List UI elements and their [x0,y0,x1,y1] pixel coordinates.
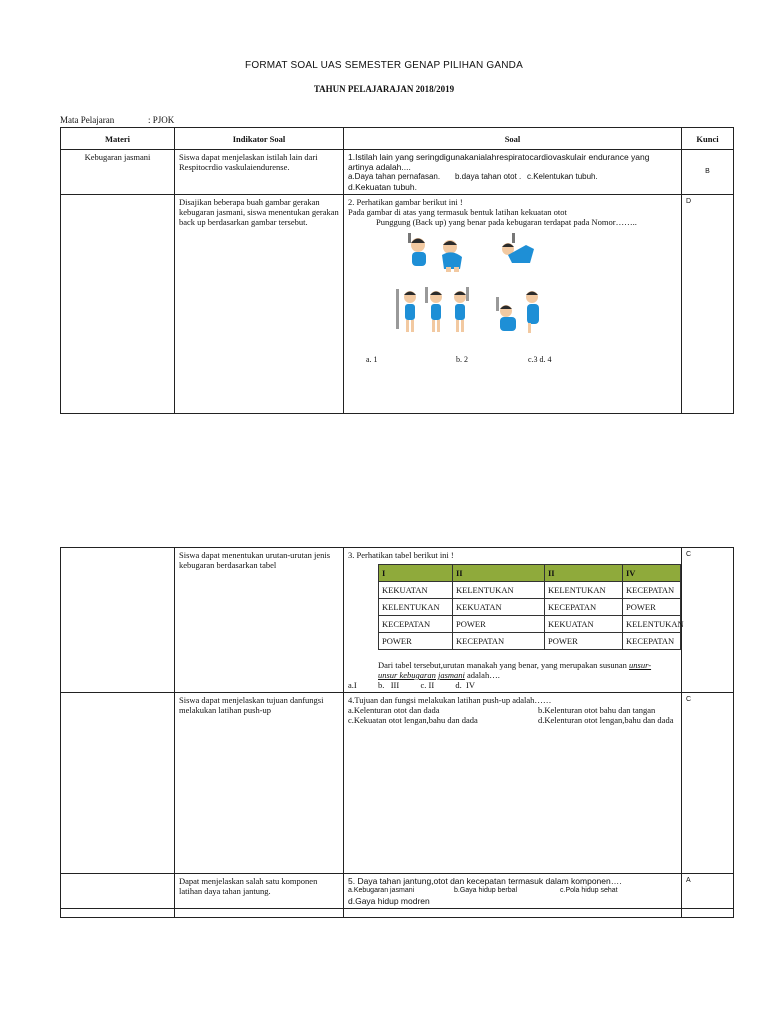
col-header: IV [623,565,681,582]
question-5-text: 5. Daya tahan jantung,otot dan kecepatan termasuk dalam komponen…. [348,876,622,886]
document-title: FORMAT SOAL UAS SEMESTER GENAP PILIHAN GANDA [245,60,523,71]
indikator-cell: Dapat menjelaskan salah satu komponen latihan daya tahan jantung. [175,874,344,909]
kunci-cell: C [682,693,734,874]
table-cell: KELENTUKAN [545,582,623,599]
exercise-figure-7 [496,297,516,331]
kunci-cell: D [682,195,734,414]
question-3-prompt-end: adalah…. [467,670,500,680]
table-row [379,582,681,599]
indikator-cell: Disajikan beberapa buah gambar gerakan kebugaran jasmani, siswa menentukan gerakan back up berdasarkan gambar tersebut. [175,195,344,414]
question-3-text: 3. Perhatikan tabel berikut ini ! [348,550,454,560]
table-cell: KECEPATAN [623,582,681,599]
option-a: a. 1 [366,355,378,364]
question-3-prompt-text: Dari tabel tersebut,urutan manakah yang benar, yang merupakan susunan [378,660,627,670]
question-2-text: 2. Perhatikan gambar berikut ini ! [348,197,463,207]
header-materi: Materi [61,128,175,150]
option-d: d.Gaya hidup modren [348,896,430,906]
table-row [379,616,681,633]
question-2-text-2: Pada gambar di atas yang termasuk bentuk latihan kekuatan otot [348,207,567,217]
col-header: II [453,565,545,582]
table-cell: KEKUATAN [453,599,545,616]
option-cd: c.3 d. 4 [528,355,552,364]
table-row [61,195,734,414]
soal-cell [344,150,682,195]
exercise-figure-8 [526,291,539,333]
question-table-2 [60,547,734,918]
question-2-options [348,355,677,365]
table-row [61,150,734,195]
question-table-1 [60,127,734,414]
table-row [379,633,681,650]
table-cell: KEKUATAN [545,616,623,633]
empty-cell [175,909,344,918]
materi-cell [61,195,175,414]
kunci-cell: B [682,150,734,195]
exercise-figure [348,227,677,355]
kunci-cell: C [682,548,734,693]
materi-cell: Kebugaran jasmani [61,150,175,195]
question-1-options [348,172,677,182]
table-cell: KEKUATAN [379,582,453,599]
table-cell: KECEPATAN [453,633,545,650]
question-3-options: a.I b. III c. II d. IV [348,680,475,690]
table-cell: KECEPATAN [623,633,681,650]
header-indikator: Indikator Soal [175,128,344,150]
question-3-prompt-underline-1: unsur- [629,660,652,670]
option-b: b.Kelenturan otot bahu dan tangan [538,705,656,715]
indikator-cell: Siswa dapat menentukan urutan-urutan jenis kebugaran berdasarkan tabel [175,548,344,693]
exercise-figure-4 [396,289,416,332]
question-4-options-row-1 [348,705,677,715]
col-header: II [545,565,623,582]
subject-value: : PJOK [148,115,175,125]
table-row [61,909,734,918]
soal-cell [344,195,682,414]
subject-label: Mata Pelajaran [60,115,115,125]
indikator-cell: Siswa dapat menjelaskan tujuan danfungsi melakukan latihan push-up [175,693,344,874]
empty-cell [682,909,734,918]
question-3-prompt [348,660,677,680]
inner-table-header [379,565,681,582]
option-b: b.daya tahan otot . [455,172,522,181]
subject-line [60,115,175,125]
backup-exercise-illustration [348,227,678,355]
exercise-figure-6 [454,287,469,332]
table-cell: KECEPATAN [379,616,453,633]
table-row [61,874,734,909]
option-a: a.Kebugaran jasmani [348,887,415,894]
materi-cell [61,874,175,909]
empty-cell [344,909,682,918]
question-2-text-3: Punggung (Back up) yang benar pada kebugaran terdapat pada Nomor…….. [376,217,637,227]
option-a: a.Daya tahan pernafasan. [348,172,441,181]
option-c: c.Kekuatan otot lengan,bahu dan dada [348,715,478,725]
kunci-cell: A [682,874,734,909]
soal-cell [344,693,682,874]
table-cell: POWER [379,633,453,650]
col-header: I [379,565,453,582]
exercise-figure-2 [442,240,462,272]
option-a: a.Kelenturan otot dan dada [348,705,440,715]
option-b: b.Gaya hidup berbal [454,887,518,894]
academic-year: TAHUN PELAJARAJAN 2018/2019 [313,84,455,94]
question-1-text: 1.Istilah lain yang seringdigunakanialahrespiratocardiovaskulair endurance yang [348,152,650,162]
empty-cell [61,909,175,918]
table-cell: POWER [453,616,545,633]
table-cell: POWER [623,599,681,616]
header-kunci: Kunci [682,128,734,150]
table-cell: POWER [545,633,623,650]
indikator-cell: Siswa dapat menjelaskan istilah lain dari Respitocrdio vaskulaiendurense. [175,150,344,195]
option-c: c.Kelentukan tubuh. [527,172,598,181]
soal-cell [344,874,682,909]
option-d: d.Kelenturan otot lengan,bahu dan dada [538,715,674,725]
fitness-order-table [378,564,684,650]
materi-cell [61,693,175,874]
question-4-options-row-2 [348,715,677,725]
option-b: b. 2 [456,355,468,364]
soal-cell [344,548,682,693]
option-d: d.Kekuatan tubuh. [348,182,418,192]
table-row [61,548,734,693]
table-row [61,693,734,874]
table-cell: KECEPATAN [545,599,623,616]
table-cell: KELENTUKAN [379,599,453,616]
option-c: c.Pola hidup sehat [560,887,618,894]
exercise-figure-3 [502,233,534,263]
header-soal: Soal [344,128,682,150]
question-3-prompt-underline-2: unsur kebugaran jasmani [378,670,465,680]
table-cell: KELENTUKAN [453,582,545,599]
exercise-figure-1 [408,233,426,266]
question-4-text: 4.Tujuan dan fungsi melakukan latihan push-up adalah…… [348,695,552,705]
table-cell: KELENTUKAN [623,616,681,633]
table-header-row [61,128,734,150]
question-1-text-2: artinya adalah.... [348,162,411,172]
question-5-options [348,886,677,896]
materi-cell [61,548,175,693]
table-row [379,599,681,616]
exercise-figure-5 [425,287,442,332]
